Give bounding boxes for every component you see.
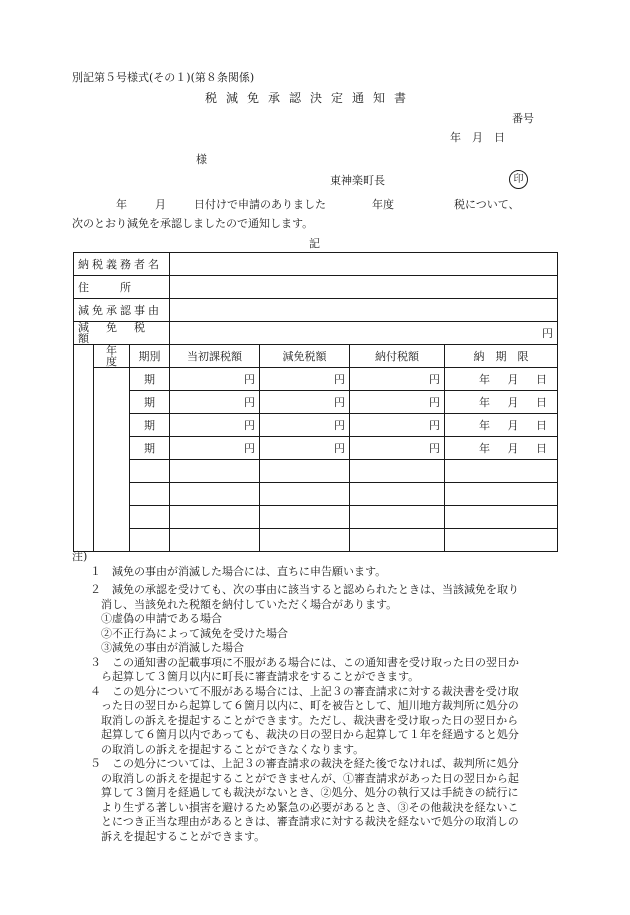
body-tax: 税について、 (454, 198, 520, 211)
due-month: 月 (507, 395, 519, 409)
note-5-line-4: より生ずる著しい損害を避けるため緊急の必要があるとき、③その他裁決を経ないこ (101, 801, 519, 814)
address-label: 住 所 (74, 276, 170, 299)
body-line-2: 次のとおり減免を承認しましたので通知します。 (72, 217, 314, 230)
due-month: 月 (507, 441, 519, 455)
empty-cell (130, 529, 170, 552)
note-4-line-1: ４ この処分について不服がある場合には、上記３の審査請求に対する裁決書を受け取 (90, 685, 519, 698)
body-month: 月 (155, 198, 166, 211)
note-4-line-4: 起算して６箇月以内であっても、裁決の日の翌日から起算して１年を経過すると処分 (101, 728, 519, 741)
period-cell: 期 (130, 414, 170, 437)
header-due: 納 期 限 (445, 345, 558, 368)
due-year: 年 (479, 418, 490, 432)
empty-cell (350, 506, 445, 529)
period-cell: 期 (130, 437, 170, 460)
reason-label: 減免承認事由 (74, 299, 170, 322)
due-cell (445, 391, 558, 414)
reduced-cell: 円 (260, 391, 350, 414)
note-5-line-6: 訴えを提起することができます。 (101, 830, 266, 843)
empty-cell (350, 460, 445, 483)
form-label: 別記第５号様式(その１)(第８条関係) (72, 71, 255, 84)
empty-cell (260, 529, 350, 552)
header-paid: 納付税額 (350, 345, 445, 368)
reduced-cell: 円 (260, 437, 350, 460)
table-row-empty (74, 460, 558, 483)
table-row (74, 391, 558, 414)
note-4-line-5: の取消しの訴えを提起することができなくなります。 (101, 743, 365, 756)
period-cell: 期 (130, 391, 170, 414)
table-row-empty (74, 529, 558, 552)
due-day: 日 (536, 395, 547, 409)
paid-cell: 円 (350, 437, 445, 460)
reduced-cell: 円 (260, 414, 350, 437)
notes-title: 注) (72, 550, 88, 563)
paid-cell: 円 (350, 368, 445, 391)
due-cell (445, 437, 558, 460)
header-row (74, 345, 558, 368)
due-year: 年 (479, 441, 490, 455)
header-year: 年 度 (94, 345, 130, 368)
addressee-suffix: 様 (196, 153, 207, 166)
note-5-line-1: ５ この処分については、上記３の審査請求の裁決を経た後でなければ、裁判所に処分 (90, 757, 519, 770)
header-period: 期別 (130, 345, 170, 368)
initial-cell: 円 (170, 391, 260, 414)
number-label: 番号 (512, 112, 534, 125)
empty-cell (260, 506, 350, 529)
reduction-amount-label: 減 免 税 額 (74, 322, 170, 345)
document-title: 税減免承認決定通知書 (205, 91, 416, 105)
empty-cell (130, 506, 170, 529)
table-row-empty (74, 506, 558, 529)
paid-cell: 円 (350, 391, 445, 414)
period-cell: 期 (130, 368, 170, 391)
note-3-line-2: ら起算して３箇月以内に町長に審査請求をすることができます。 (101, 670, 420, 683)
reason-value (170, 299, 558, 322)
note-2-line-1: ２ 減免の承認を受けても、次の事由に該当すると認められたときは、当該減免を取り (90, 583, 519, 596)
empty-cell (445, 506, 558, 529)
reduction-table (73, 252, 558, 552)
note-5-line-3: 算して３箇月を経過しても裁決がないとき、②処分、処分の執行又は手続きの続行に (101, 786, 519, 799)
taxpayer-value (170, 253, 558, 276)
note-2-item-1: ①虚偽の申請である場合 (101, 612, 222, 625)
paid-cell: 円 (350, 414, 445, 437)
note-2-line-2: 消し、当該免れた税額を納付していただく場合があります。 (101, 598, 398, 611)
due-year: 年 (479, 395, 490, 409)
table-row (74, 414, 558, 437)
row-address (74, 276, 558, 299)
note-5-line-5: とにつき正当な理由があるときは、審査請求に対する裁決を経ないで処分の取消しの (101, 815, 519, 828)
reduction-amount-value: 円 (170, 322, 558, 345)
taxpayer-label: 納税義務者名 (74, 253, 170, 276)
address-value (170, 276, 558, 299)
body-day-applied: 日付けで申請のありました (194, 198, 326, 211)
due-year: 年 (479, 372, 490, 386)
indent-blank (74, 345, 94, 552)
body-year: 年 (116, 198, 127, 211)
body-line-1 (116, 199, 520, 210)
due-day: 日 (536, 441, 547, 455)
note-1: １ 減免の事由が消滅した場合には、直ちに申告願います。 (90, 565, 387, 578)
year-cell (94, 368, 130, 552)
empty-cell (445, 529, 558, 552)
initial-cell: 円 (170, 437, 260, 460)
due-month: 月 (507, 418, 519, 432)
empty-cell (445, 483, 558, 506)
header-reduced: 減免税額 (260, 345, 350, 368)
note-5-line-2: の取消しの訴えを提起することができませんが、①審査請求があった日の翌日から起 (101, 772, 519, 785)
body-fiscal-year: 年度 (372, 198, 394, 211)
note-2-item-3: ③減免の事由が消滅した場合 (101, 641, 244, 654)
issue-date: 年 月 日 (450, 131, 505, 144)
table-row (74, 368, 558, 391)
row-reason (74, 299, 558, 322)
row-reduction-amount (74, 322, 558, 345)
empty-cell (350, 483, 445, 506)
initial-cell: 円 (170, 414, 260, 437)
empty-cell (170, 529, 260, 552)
empty-cell (350, 529, 445, 552)
reduced-cell: 円 (260, 368, 350, 391)
empty-cell (130, 483, 170, 506)
empty-cell (260, 483, 350, 506)
table-row-empty (74, 483, 558, 506)
empty-cell (170, 506, 260, 529)
due-day: 日 (536, 372, 547, 386)
due-month: 月 (507, 372, 519, 386)
empty-cell (170, 483, 260, 506)
initial-cell: 円 (170, 368, 260, 391)
note-4-line-2: った日の翌日から起算して６箇月以内に、町を被告として、旭川地方裁判所に処分の (101, 699, 519, 712)
empty-cell (445, 460, 558, 483)
header-initial: 当初課税額 (170, 345, 260, 368)
empty-cell (260, 460, 350, 483)
due-cell (445, 368, 558, 391)
due-day: 日 (536, 418, 547, 432)
empty-cell (170, 460, 260, 483)
empty-cell (130, 460, 170, 483)
issuer-name: 東神楽町長 (330, 174, 385, 187)
ki-label: 記 (309, 237, 320, 250)
note-4-line-3: 取消しの訴えを提起することができます。ただし、裁決書を受け取った日の翌日から (101, 714, 519, 727)
seal-mark: 印 (509, 170, 528, 189)
due-cell (445, 414, 558, 437)
note-2-item-2: ②不正行為によって減免を受けた場合 (101, 627, 288, 640)
note-3-line-1: ３ この通知書の記載事項に不服がある場合には、この通知書を受け取った日の翌日か (90, 656, 519, 669)
row-taxpayer (74, 253, 558, 276)
table-row (74, 437, 558, 460)
